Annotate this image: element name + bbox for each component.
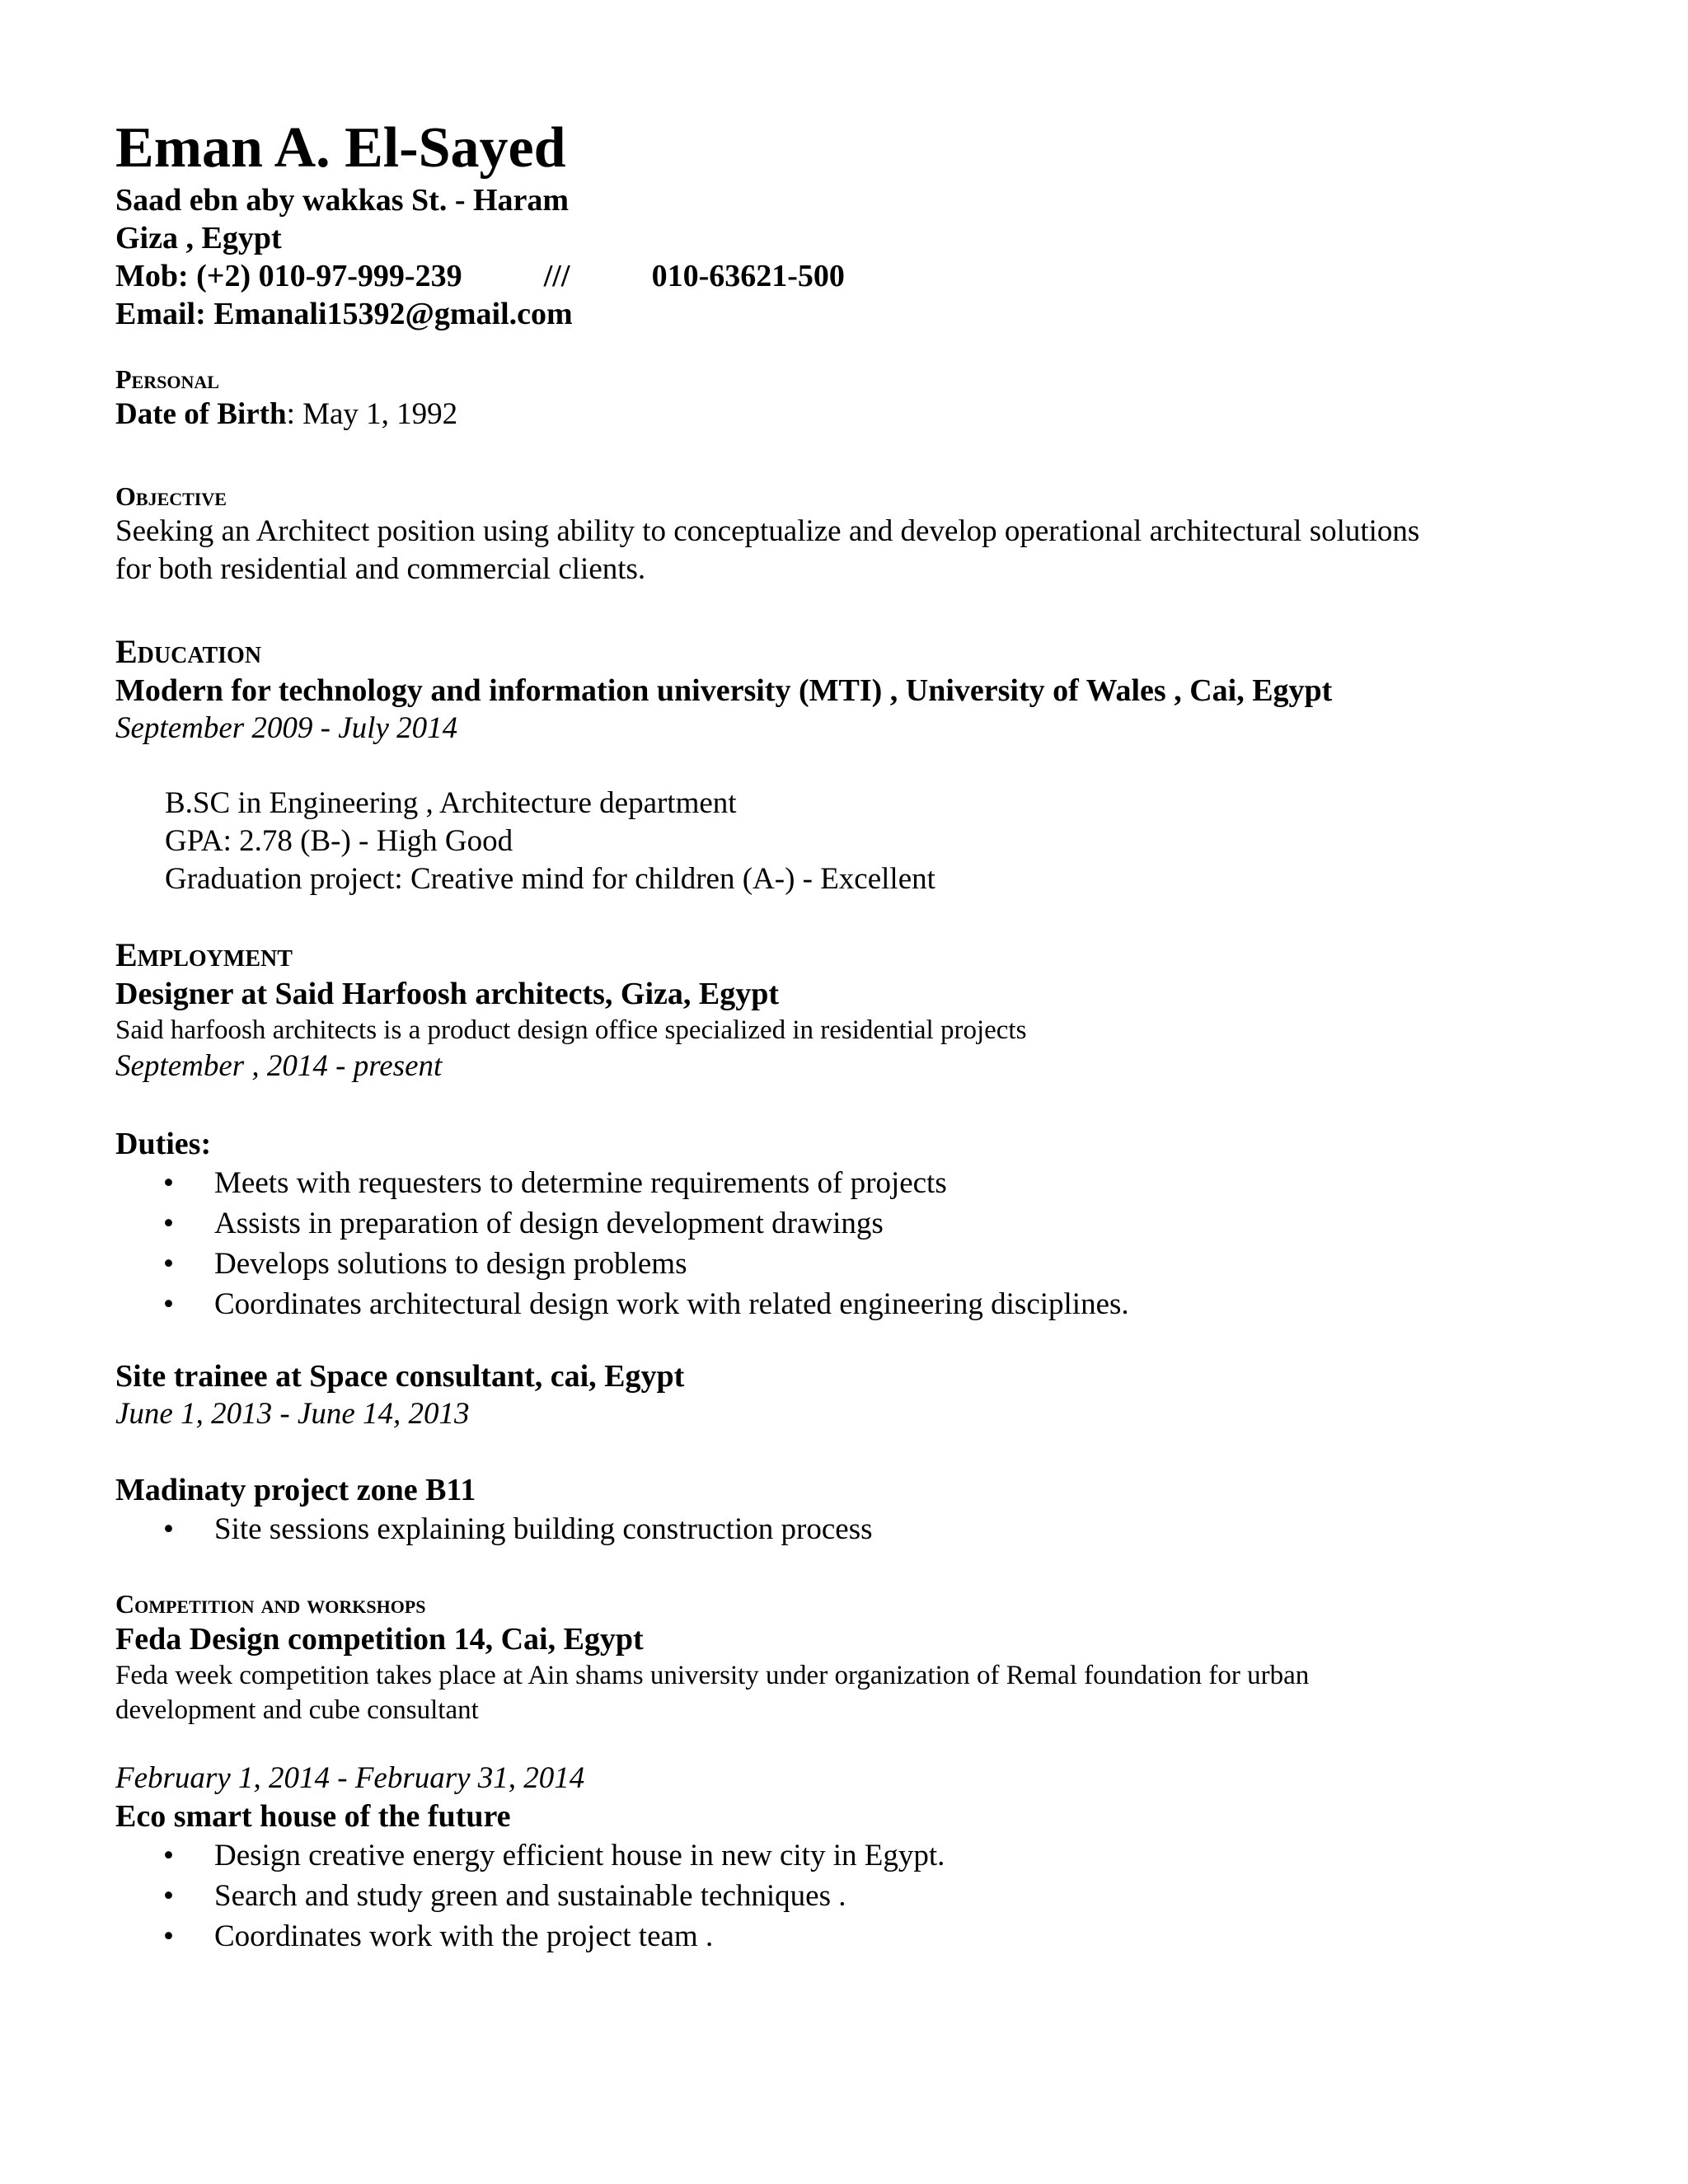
education-section <box>115 632 1599 898</box>
duties-label: Duties: <box>115 1127 212 1161</box>
competition-project-block <box>115 1760 1599 1957</box>
education-heading: Education <box>115 633 262 670</box>
graduation-project-line: Graduation project: Creative mind for children (A-) - Excellent <box>165 862 935 896</box>
gpa-line: GPA: 2.78 (B-) - High Good <box>165 824 513 858</box>
competitions-section <box>115 1587 1599 1727</box>
competitions-heading: Competition and workshops <box>115 1589 426 1619</box>
competition-desc-line-1: Feda week competition takes place at Ain shams university under organization of Remal foundation for urban <box>115 1661 1310 1690</box>
objective-line-2: for both residential and commercial clients. <box>115 552 646 586</box>
competition-project-title: Eco smart house of the future <box>115 1799 511 1834</box>
list-item: • Develops solutions to design problems <box>115 1244 1599 1284</box>
job-title-2: Site trainee at Space consultant, cai, Egypt <box>115 1359 685 1394</box>
education-details <box>115 785 1599 898</box>
competition-project-list <box>115 1835 1599 1957</box>
objective-line-1: Seeking an Architect position using ability to conceptualize and develop operational architectural solutions <box>115 514 1420 548</box>
list-item: • Coordinates work with the project team . <box>115 1916 1599 1957</box>
list-item: • Search and study green and sustainable techniques . <box>115 1876 1599 1916</box>
job-dates-2: June 1, 2013 - June 14, 2013 <box>115 1397 470 1431</box>
dob-value: : May 1, 1992 <box>286 397 458 431</box>
project-block <box>115 1471 1599 1549</box>
duties-block <box>115 1125 1599 1324</box>
employment-heading: Employment <box>115 936 293 973</box>
education-institution: Modern for technology and information university (MTI) , University of Wales , Cai, Egypt <box>115 673 1333 708</box>
objective-section <box>115 480 1599 588</box>
competition-dates: February 1, 2014 - February 31, 2014 <box>115 1761 585 1795</box>
job-2-block <box>115 1357 1599 1433</box>
candidate-name: Eman A. El-Sayed <box>115 116 566 180</box>
list-item: • Assists in preparation of design development drawings <box>115 1203 1599 1244</box>
objective-heading: Objective <box>115 481 227 511</box>
resume-header <box>115 115 1599 333</box>
job-description-1: Said harfoosh architects is a product design office specialized in residential projects <box>115 1015 1027 1045</box>
degree-line: B.SC in Engineering , Architecture department <box>165 786 737 820</box>
list-item: • Design creative energy efficient house in new city in Egypt. <box>115 1835 1599 1876</box>
personal-heading: Personal <box>115 364 219 394</box>
list-item: • Site sessions explaining building construction process <box>115 1509 1599 1549</box>
mobile-number-1: Mob: (+2) 010-97-999-239 <box>115 259 462 293</box>
education-dates: September 2009 - July 2014 <box>115 711 458 745</box>
project-list <box>115 1509 1599 1549</box>
job-dates-1: September , 2014 - present <box>115 1049 443 1083</box>
duties-list <box>115 1163 1599 1324</box>
competition-desc-line-2: development and cube consultant <box>115 1695 479 1725</box>
address-line-2: Giza , Egypt <box>115 221 282 255</box>
email-line: Email: Emanali15392@gmail.com <box>115 297 573 331</box>
dob-label: Date of Birth <box>115 397 287 431</box>
date-of-birth <box>115 396 1599 434</box>
list-item: • Meets with requesters to determine requirements of projects <box>115 1163 1599 1203</box>
personal-section <box>115 363 1599 434</box>
job-title-1: Designer at Said Harfoosh architects, Giza, Egypt <box>115 977 779 1011</box>
address-line-1: Saad ebn aby wakkas St. - Haram <box>115 183 570 218</box>
mobile-line <box>115 257 1599 295</box>
mobile-separator: /// <box>543 259 570 293</box>
list-item: • Coordinates architectural design work with related engineering disciplines. <box>115 1284 1599 1324</box>
mobile-number-2: 010-63621-500 <box>651 259 845 293</box>
employment-section <box>115 935 1599 1085</box>
project-title: Madinaty project zone B11 <box>115 1473 476 1507</box>
competition-title: Feda Design competition 14, Cai, Egypt <box>115 1622 644 1657</box>
